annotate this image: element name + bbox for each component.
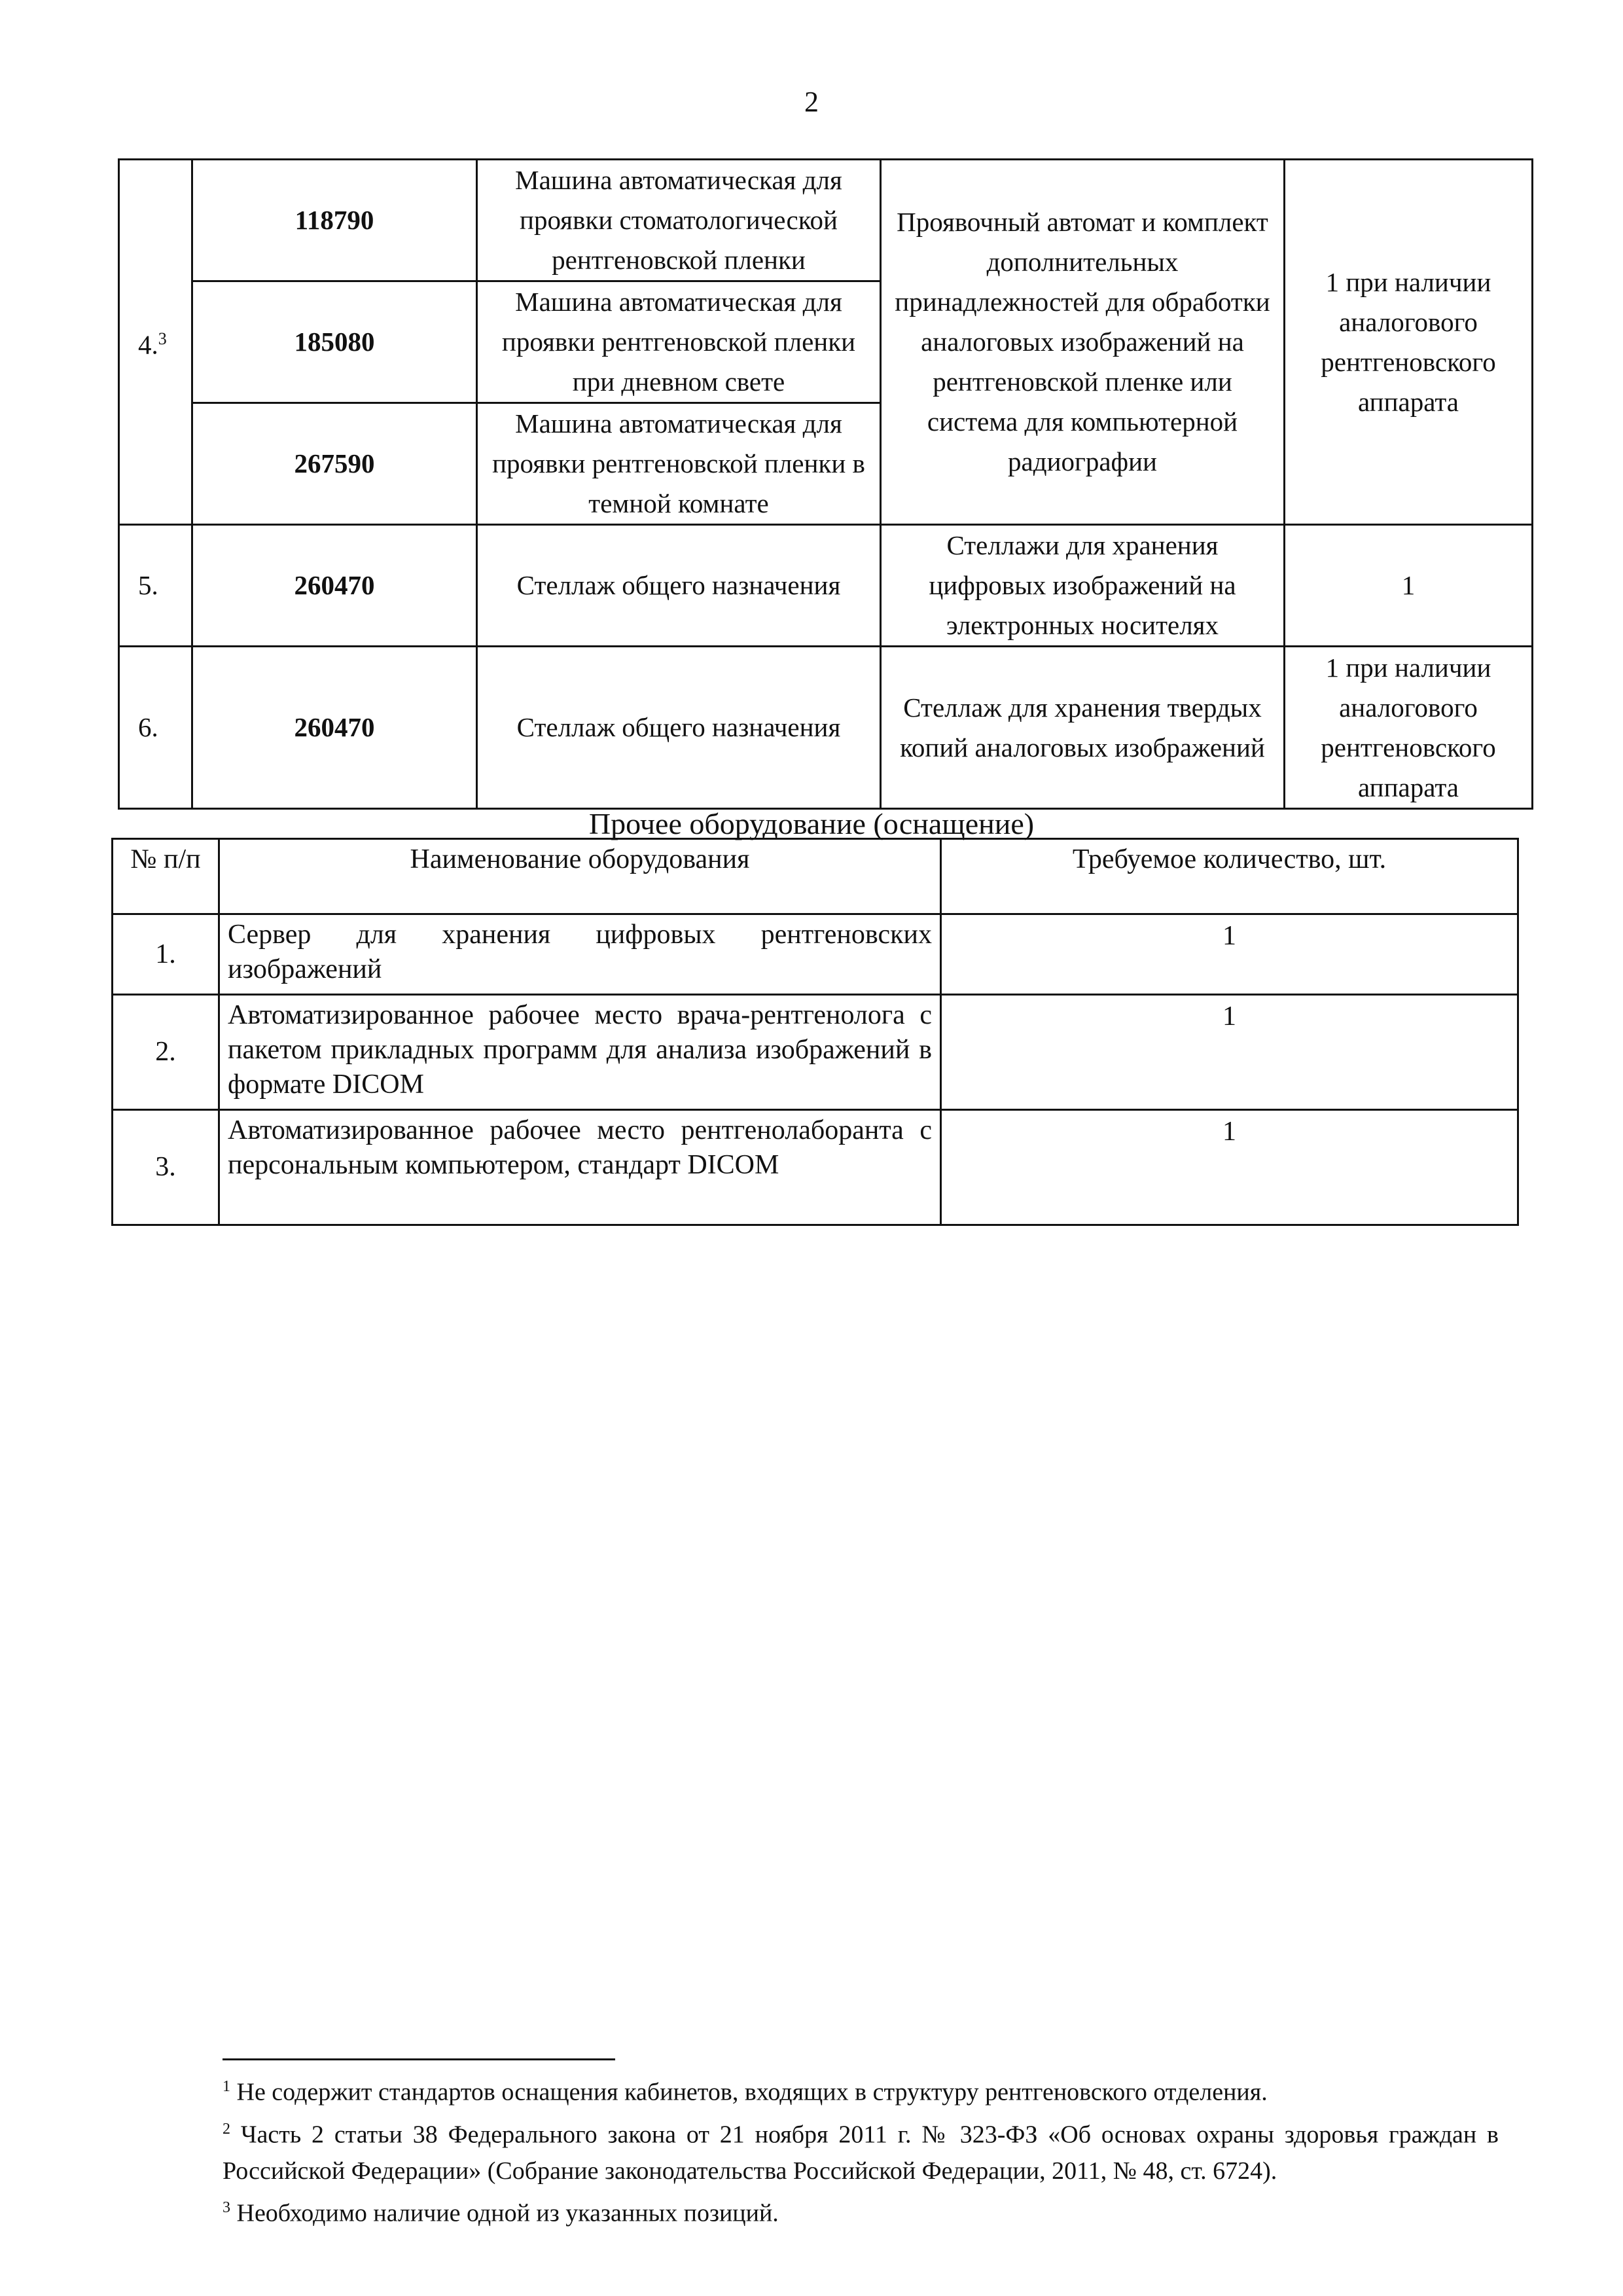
- equipment-qty: 1: [941, 995, 1518, 1110]
- item-name: Машина автоматическая для проявки рентгеновской пленки при дневном свете: [477, 281, 881, 403]
- page-number: 2: [804, 86, 819, 118]
- header-name: Наименование оборудования: [219, 839, 941, 914]
- equipment-name: Автоматизированное рабочее место рентгенолаборанта с персональным компьютером, стандарт DICOM: [219, 1110, 941, 1225]
- item-name: Стеллаж общего назначения: [477, 647, 881, 809]
- header-qty: Требуемое количество, шт.: [941, 839, 1518, 914]
- equipment-qty: 1: [941, 1110, 1518, 1225]
- item-name: Машина автоматическая для проявки рентгеновской пленки в темной комнате: [477, 403, 881, 525]
- table-row: [113, 914, 1518, 995]
- footnote: $^2$ Часть 2 статьи 38 Федерального закона от 21 ноября 2011 г. № 323-ФЗ «Об основах охраны здоровья граждан в Российской Федерации» (Собрание законодательства Российской Федерации, 2011, № 48, ст. 6724).: [223, 2120, 1499, 2185]
- equipment-name: Сервер для хранения цифровых рентгеновских изображений: [219, 914, 941, 995]
- table-row: [119, 647, 1533, 809]
- item-quantity: 1 при наличии аналогового рентгеновского аппарата: [1285, 647, 1533, 809]
- table-header-row: [113, 839, 1518, 914]
- header-num: № п/п: [113, 839, 219, 914]
- item-description: Стеллаж для хранения твердых копий аналоговых изображений: [881, 647, 1285, 809]
- footnote-separator: [223, 2058, 615, 2060]
- row-number: 3.: [113, 1110, 219, 1225]
- item-description: Стеллажи для хранения цифровых изображений на электронных носителях: [881, 525, 1285, 647]
- footnotes: [223, 2068, 1499, 2232]
- equipment-qty: 1: [941, 914, 1518, 995]
- row-number: 6.: [119, 647, 192, 809]
- table-row: [119, 160, 1533, 281]
- item-name: Машина автоматическая для проявки стоматологической рентгеновской пленки: [477, 160, 881, 281]
- other-equipment-table: [111, 838, 1519, 1226]
- footnote: $^1$ Не содержит стандартов оснащения кабинетов, входящих в структуру рентгеновского отделения.: [223, 2078, 1268, 2106]
- item-code: 260470: [192, 525, 477, 647]
- item-quantity: 1 при наличии аналогового рентгеновского аппарата: [1285, 160, 1533, 525]
- row-number: 2.: [113, 995, 219, 1110]
- item-quantity: 1: [1285, 525, 1533, 647]
- item-code: 260470: [192, 647, 477, 809]
- row-number: 5.: [119, 525, 192, 647]
- item-code: 267590: [192, 403, 477, 525]
- table-row: [119, 525, 1533, 647]
- item-code: 118790: [192, 160, 477, 281]
- section-title: Прочее оборудование (оснащение): [588, 807, 1035, 840]
- item-code: 185080: [192, 281, 477, 403]
- item-name: Стеллаж общего назначения: [477, 525, 881, 647]
- row-number: 4.$^3$: [119, 160, 192, 525]
- table-row: [113, 1110, 1518, 1225]
- footnote: $^3$ Необходимо наличие одной из указанных позиций.: [223, 2199, 779, 2227]
- row-number: 1.: [113, 914, 219, 995]
- table-row: [113, 995, 1518, 1110]
- equipment-name: Автоматизированное рабочее место врача-рентгенолога с пакетом прикладных программ для анализа изображений в формате DICOM: [219, 995, 941, 1110]
- equipment-table: [118, 158, 1533, 810]
- item-description: Проявочный автомат и комплект дополнительных принадлежностей для обработки аналоговых изображений на рентгеновской пленке или система для компьютерной радиографии: [881, 160, 1285, 525]
